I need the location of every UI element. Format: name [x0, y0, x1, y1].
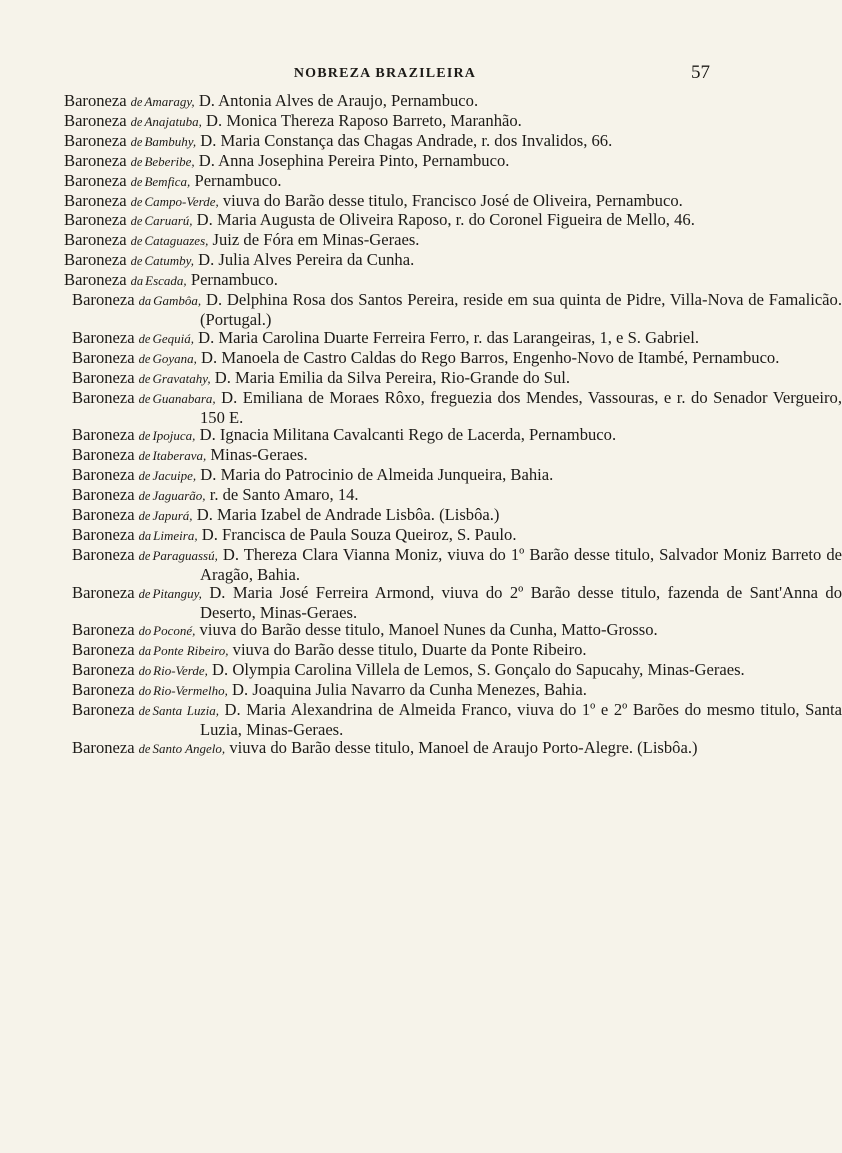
entry-preposition: de: [130, 134, 143, 149]
entry-text: D. Julia Alves Pereira da Cunha.: [193, 250, 415, 270]
entry-title: Santa Luzia,: [152, 703, 219, 719]
entry-rank: Baroneza: [72, 387, 135, 407]
entry-rank: Baroneza: [64, 130, 127, 150]
entry-title: Itaberava,: [152, 448, 207, 464]
entry-text: Juiz de Fóra em Minas-Geraes.: [208, 230, 420, 250]
entry-preposition: de: [130, 234, 143, 249]
list-item: [64, 92, 714, 112]
entry-text: D. Maria Constança das Chagas Andrade, r. dos Invalidos, 66.: [196, 130, 613, 150]
entry-text: D. Francisca de Paula Souza Queiroz, S. Paulo.: [197, 524, 517, 544]
entry-rank: Baroneza: [72, 367, 135, 387]
entry-title: Limeira,: [153, 527, 198, 543]
running-title: NOBREZA BRAZILEIRA: [293, 66, 477, 81]
entry-preposition: de: [138, 429, 151, 444]
entry-title: Campo-Verde,: [144, 193, 219, 209]
list-item: [72, 526, 842, 546]
entry-rank: Baroneza: [64, 210, 127, 230]
entry-preposition: de: [138, 469, 151, 484]
list-item: [72, 466, 842, 486]
entry-text: Pernambuco.: [186, 270, 278, 290]
entry-text: D. Maria Emilia da Silva Pereira, Rio-Grande do Sul.: [210, 367, 571, 387]
entry-title: Japurá,: [152, 508, 193, 524]
entry-rank: Baroneza: [72, 737, 135, 757]
entry-title: Caruarú,: [144, 213, 193, 229]
entry-rank: Baroneza: [72, 327, 135, 347]
entry-title: Paraguassú,: [152, 547, 218, 563]
entry-rank: Baroneza: [64, 230, 127, 250]
entry-rank: Baroneza: [72, 485, 135, 505]
entry-preposition: de: [130, 254, 143, 269]
entry-preposition: de: [138, 489, 151, 504]
entry-preposition: de: [138, 509, 151, 524]
entry-rank: Baroneza: [72, 465, 135, 485]
entry-preposition: de: [130, 174, 143, 189]
entry-text: Pernambuco.: [190, 170, 282, 190]
entry-title: Gravatahy,: [152, 370, 211, 386]
list-item: [72, 506, 842, 526]
list-item: [64, 132, 714, 152]
list-item: [64, 172, 714, 192]
entry-title: Escada,: [145, 273, 187, 289]
list-item: [64, 211, 714, 231]
entry-text: D. Maria Alexandrina de Almeida Franco, viuva do 1º e 2º Barões do mesmo titulo, Santa Luzia, Minas-Geraes.: [200, 700, 842, 739]
entry-title: Gequiá,: [152, 330, 194, 346]
list-item: [72, 739, 842, 759]
list-item: [64, 251, 714, 271]
entry-preposition: de: [138, 331, 151, 346]
entry-preposition: de: [138, 371, 151, 386]
entry-text: D. Anna Josephina Pereira Pinto, Pernambuco.: [194, 150, 510, 170]
entry-list: [64, 91, 842, 759]
entry-rank: Baroneza: [72, 347, 135, 367]
entry-title: Catumby,: [144, 253, 194, 269]
entry-rank: Baroneza: [72, 620, 135, 640]
entry-preposition: de: [138, 586, 151, 601]
list-item: [64, 192, 714, 212]
entry-title: Beberibe,: [144, 153, 195, 169]
entry-rank: Baroneza: [64, 150, 127, 170]
list-item: [72, 349, 842, 369]
list-item: [72, 486, 842, 506]
list-item: [72, 546, 842, 584]
entry-text: D. Monica Thereza Raposo Barreto, Maranhão.: [201, 110, 522, 130]
entry-title: Rio-Verde,: [153, 663, 208, 679]
list-item: [64, 152, 714, 172]
list-item: [72, 426, 842, 446]
entry-text: D. Ignacia Militana Cavalcanti Rego de Lacerda, Pernambuco.: [195, 425, 617, 445]
entry-text: D. Olympia Carolina Villela de Lemos, S. Gonçalo do Sapucahy, Minas-Geraes.: [207, 660, 745, 680]
entry-text: D. Maria José Ferreira Armond, viuva do 2º Barão desse titulo, fazenda de Sant'Anna do Deserto, Minas-Geraes.: [200, 582, 842, 622]
entry-title: Guanabara,: [152, 390, 216, 406]
entry-title: Ponte Ribeiro,: [153, 643, 229, 659]
entry-text: D. Thereza Clara Vianna Moniz, viuva do 1º Barão desse titulo, Salvador Moniz Barreto de Aragão, Bahia.: [200, 544, 842, 584]
entry-preposition: da: [138, 528, 152, 543]
entry-rank: Baroneza: [72, 700, 135, 720]
entry-text: D. Manoela de Castro Caldas do Rego Barros, Engenho-Novo de Itambé, Pernambuco.: [196, 347, 780, 367]
entry-text: D. Maria Augusta de Oliveira Raposo, r. do Coronel Figueira de Mello, 46.: [192, 210, 695, 230]
entry-rank: Baroneza: [72, 640, 135, 660]
list-item: [72, 369, 842, 389]
entry-title: Pitanguy,: [152, 585, 202, 601]
list-item: [72, 681, 842, 701]
list-item: [72, 329, 842, 349]
entry-title: Goyana,: [152, 350, 197, 366]
entry-preposition: de: [138, 741, 151, 756]
list-item: [72, 701, 842, 739]
entry-title: Rio-Vermelho,: [153, 683, 228, 699]
list-item: [72, 584, 842, 622]
entry-text: D. Maria do Patrocinio de Almeida Junqueira, Bahia.: [196, 465, 554, 485]
entry-text: Minas-Geraes.: [206, 445, 308, 465]
entry-rank: Baroneza: [64, 270, 127, 290]
entry-title: Santo Angelo,: [152, 740, 226, 756]
entry-title: Gambôa,: [153, 293, 202, 309]
entry-rank: Baroneza: [64, 91, 127, 110]
entry-text: viuva do Barão desse titulo, Duarte da Ponte Ribeiro.: [228, 640, 587, 660]
page-number: 57: [691, 62, 710, 83]
entry-rank: Baroneza: [64, 250, 127, 270]
entry-rank: Baroneza: [64, 110, 127, 130]
page-header: [60, 62, 710, 86]
entry-rank: Baroneza: [72, 680, 135, 700]
entry-rank: Baroneza: [64, 170, 127, 190]
entry-preposition: de: [130, 114, 143, 129]
entry-title: Anajatuba,: [144, 113, 202, 129]
entry-text: viuva do Barão desse titulo, Manoel Nunes da Cunha, Matto-Grosso.: [195, 620, 658, 640]
list-item: [72, 446, 842, 466]
entry-title: Bemfica,: [144, 173, 191, 189]
entry-preposition: da: [138, 294, 152, 309]
list-item: [64, 231, 714, 251]
entry-preposition: de: [138, 548, 151, 563]
entry-rank: Baroneza: [72, 660, 135, 680]
entry-preposition: de: [130, 154, 143, 169]
entry-rank: Baroneza: [72, 445, 135, 465]
entry-rank: Baroneza: [72, 290, 135, 310]
entry-title: Amaragy,: [144, 94, 195, 109]
entry-preposition: do: [138, 624, 152, 639]
entry-text: D. Joaquina Julia Navarro da Cunha Menezes, Bahia.: [227, 680, 587, 700]
entry-text: D. Delphina Rosa dos Santos Pereira, reside em sua quinta de Pidre, Villa-Nova de Famalicão. (Portugal.): [200, 290, 842, 329]
entry-text: D. Maria Izabel de Andrade Lisbôa. (Lisbôa.): [192, 505, 500, 525]
entry-preposition: de: [138, 704, 151, 719]
entry-text: r. de Santo Amaro, 14.: [205, 485, 359, 505]
entry-text: D. Emiliana de Moraes Rôxo, freguezia dos Mendes, Vassouras, e r. do Senador Vergueiro, 150 E.: [200, 387, 842, 427]
entry-title: Ipojuca,: [152, 428, 196, 444]
entry-preposition: da: [138, 644, 152, 659]
list-item: [72, 621, 842, 641]
entry-title: Jacuipe,: [152, 468, 197, 484]
list-item: [72, 291, 842, 329]
entry-preposition: de: [138, 391, 151, 406]
entry-rank: Baroneza: [64, 190, 127, 210]
entry-text: D. Maria Carolina Duarte Ferreira Ferro, r. das Larangeiras, 1, e S. Gabriel.: [194, 327, 699, 347]
entry-text: viuva do Barão desse titulo, Francisco José de Oliveira, Pernambuco.: [218, 190, 683, 210]
entry-text: D. Antonia Alves de Araujo, Pernambuco.: [194, 91, 479, 110]
entry-preposition: do: [138, 684, 152, 699]
entry-rank: Baroneza: [72, 524, 135, 544]
entry-text: viuva do Barão desse titulo, Manoel de Araujo Porto-Alegre. (Lisbôa.): [225, 737, 698, 757]
entry-preposition: de: [130, 95, 143, 109]
list-item: [64, 112, 714, 132]
entry-title: Jaguarão,: [152, 488, 206, 504]
entry-rank: Baroneza: [72, 505, 135, 525]
entry-title: Cataguazes,: [144, 233, 209, 249]
entry-title: Bambuhy,: [144, 133, 197, 149]
entry-rank: Baroneza: [72, 425, 135, 445]
entry-preposition: de: [130, 194, 143, 209]
entry-title: Poconé,: [153, 623, 196, 639]
list-item: [72, 641, 842, 661]
list-item: [64, 271, 714, 291]
entry-preposition: do: [138, 664, 152, 679]
list-item: [72, 661, 842, 681]
entry-rank: Baroneza: [72, 582, 135, 602]
entry-preposition: de: [130, 214, 143, 229]
list-item: [72, 389, 842, 427]
entry-preposition: de: [138, 449, 151, 464]
entry-preposition: da: [130, 274, 144, 289]
entry-preposition: de: [138, 351, 151, 366]
entry-rank: Baroneza: [72, 544, 135, 564]
